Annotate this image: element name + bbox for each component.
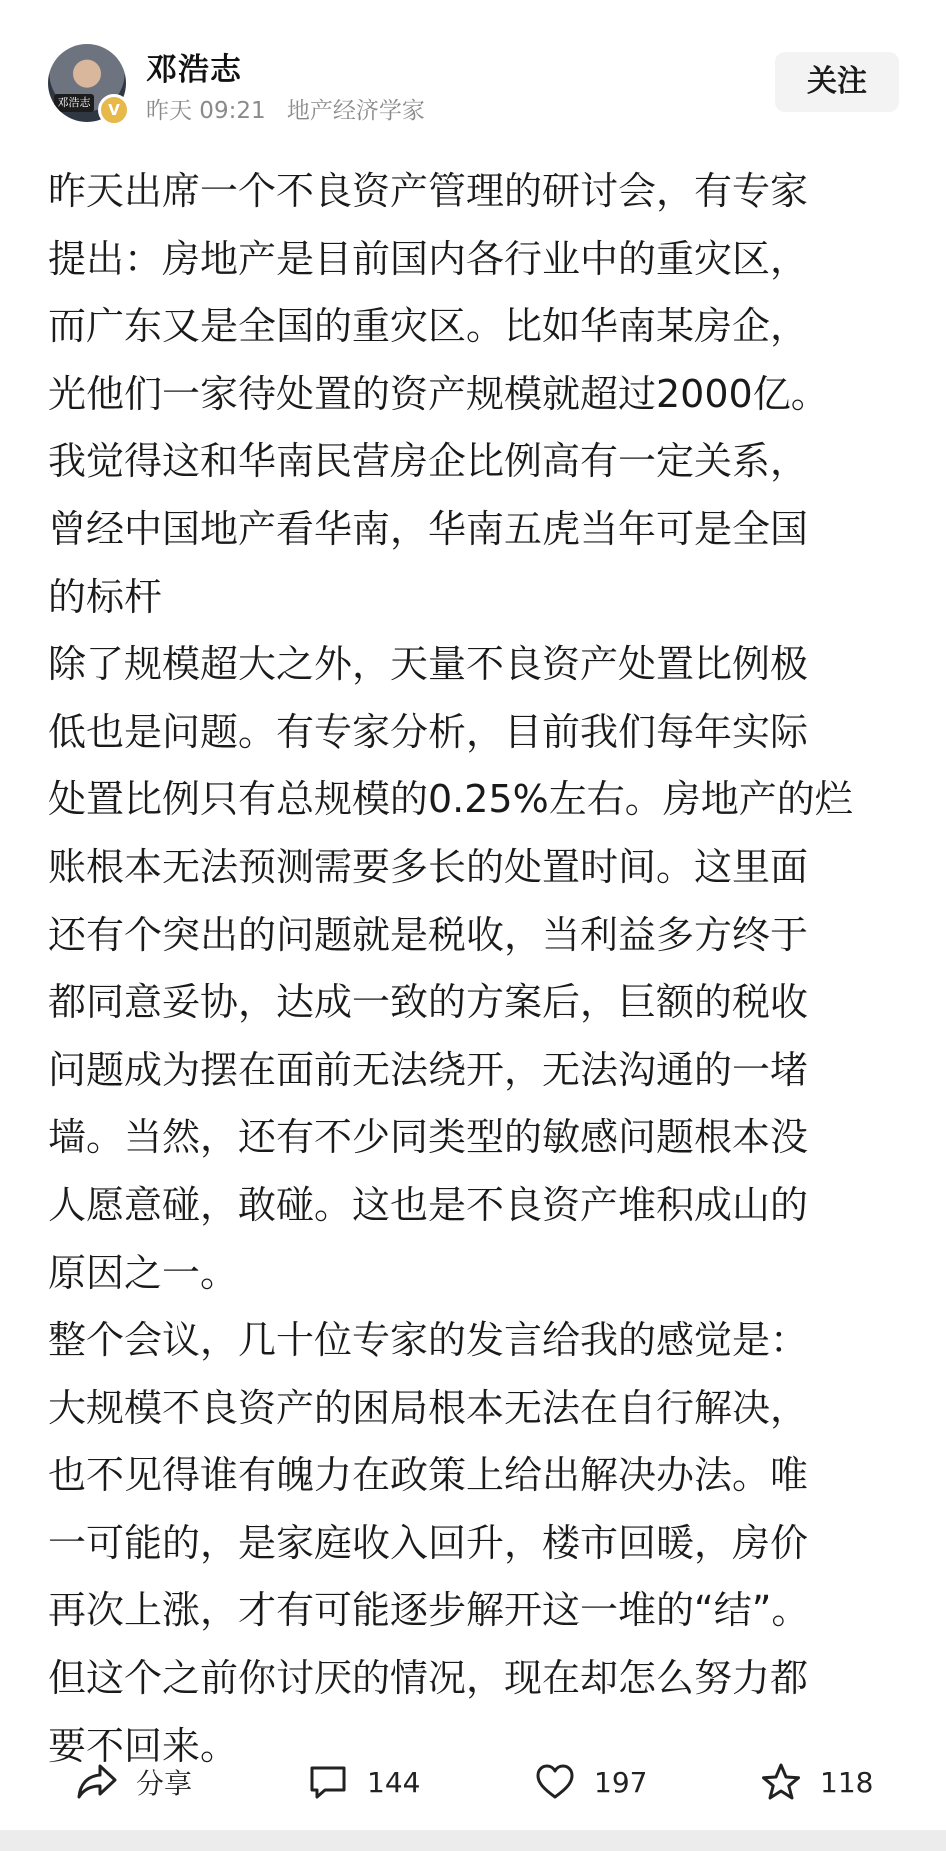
like-icon (534, 1762, 576, 1802)
action-bar (0, 1740, 946, 1820)
avatar-tag: 邓浩志 (54, 94, 94, 112)
follow-button[interactable]: 关注 (775, 52, 899, 112)
post-line: 整个会议，几十位专家的发言给我的感觉是： (48, 1318, 809, 1363)
post-line: 除了规模超大之外，天量不良资产处置比例极 (48, 642, 809, 687)
post-line: 还有个突出的问题就是税收，当利益多方终于 (48, 912, 809, 957)
comment-icon (307, 1762, 349, 1802)
post-header (0, 0, 946, 140)
comment-count: 144 (367, 1765, 421, 1799)
like-count: 197 (594, 1765, 648, 1799)
post-line: 墙。当然，还有不少同类型的敏感问题根本没 (48, 1115, 809, 1160)
post-line: 一可能的，是家庭收入回升，楼市回暖，房价 (48, 1520, 809, 1565)
post-line: 曾经中国地产看华南，华南五虎当年可是全国 (48, 506, 809, 551)
favorite-button[interactable] (760, 1760, 873, 1804)
author-name[interactable]: 邓浩志 (146, 52, 242, 88)
post-line: 光他们一家待处置的资产规模就超过2000亿。 (48, 371, 829, 416)
post-line: 大规模不良资产的困局根本无法在自行解决， (48, 1385, 809, 1430)
post-line: 都同意妥协，达成一致的方案后，巨额的税收 (48, 980, 809, 1025)
post-line: 提出：房地产是目前国内各行业中的重灾区， (48, 236, 809, 281)
post-line: 我觉得这和华南民营房企比例高有一定关系， (48, 439, 809, 484)
favorite-icon (760, 1762, 802, 1802)
favorite-count: 118 (820, 1765, 874, 1799)
post-line: 昨天出席一个不良资产管理的研讨会，有专家 (48, 169, 809, 213)
share-label: 分享 (136, 1767, 193, 1800)
author-title: 地产经济学家 (286, 98, 425, 124)
post-line: 再次上涨，才有可能逐步解开这一堆的“结”。 (48, 1588, 810, 1633)
post-meta (146, 92, 439, 125)
post-line: 而广东又是全国的重灾区。比如华南某房企， (48, 304, 809, 349)
post-line: 原因之一。 (48, 1250, 239, 1295)
bottom-divider (0, 1830, 946, 1851)
post-line: 的标杆 (48, 574, 163, 619)
comment-button[interactable] (307, 1760, 420, 1804)
post-time: 昨天 09:21 (146, 98, 266, 124)
post-line: 问题成为摆在面前无法绕开，无法沟通的一堵 (48, 1047, 809, 1092)
post-line: 人愿意碰，敢碰。这也是不良资产堆积成山的 (48, 1182, 809, 1227)
post-line: 账根本无法预测需要多长的处置时间。这里面 (48, 844, 809, 889)
verified-badge-icon: V (98, 94, 130, 126)
post-line: 也不见得谁有魄力在政策上给出解决办法。唯 (48, 1453, 809, 1498)
like-button[interactable] (534, 1760, 647, 1804)
post-line: 要不回来。 (48, 1723, 239, 1768)
post-body (48, 158, 908, 1780)
post-line: 处置比例只有总规模的0.25%左右。房地产的烂 (48, 777, 853, 822)
post-line: 但这个之前你讨厌的情况，现在却怎么努力都 (48, 1656, 809, 1701)
post-line: 低也是问题。有专家分析，目前我们每年实际 (48, 709, 809, 754)
share-button[interactable] (76, 1760, 192, 1804)
share-icon (76, 1762, 118, 1802)
